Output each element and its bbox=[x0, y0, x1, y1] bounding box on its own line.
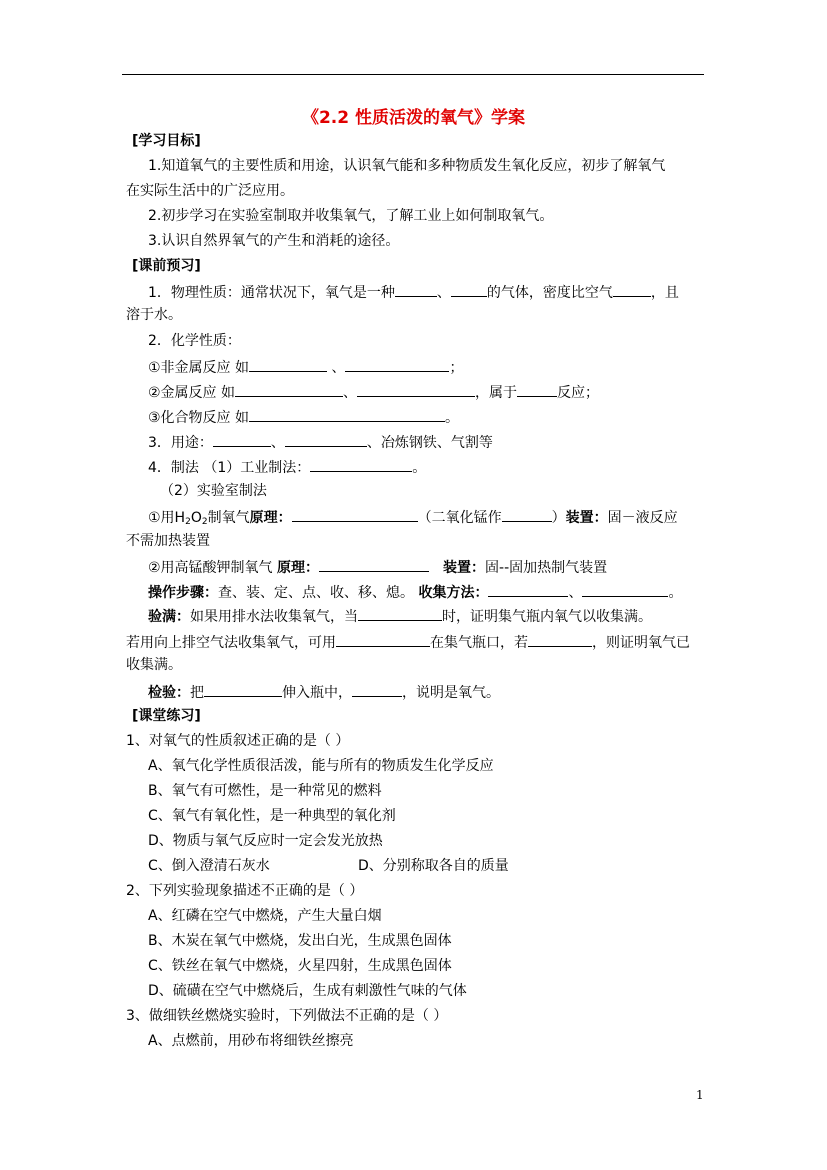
text: ，属于 bbox=[475, 385, 518, 401]
text: ） bbox=[551, 510, 566, 526]
practice-heading: [课堂练习] bbox=[132, 708, 201, 724]
goal-2: 2.初步学习在实验室制取并收集氧气，了解工业上如何制取氧气。 bbox=[148, 208, 554, 224]
q2-option-c[interactable]: C、铁丝在氧气中燃烧，火星四射，生成黑色固体 bbox=[148, 958, 452, 974]
blank[interactable] bbox=[488, 582, 568, 597]
blank[interactable] bbox=[249, 407, 445, 422]
text: 在集气瓶口，若 bbox=[430, 635, 528, 651]
blank[interactable] bbox=[613, 282, 651, 297]
text: 固--固加热制气装置 bbox=[485, 560, 608, 576]
text: 固－液反应 bbox=[607, 510, 678, 526]
q2-option-d[interactable]: D、硫磺在空气中燃烧后，生成有刺激性气味的气体 bbox=[148, 983, 467, 999]
label-test: 检验： bbox=[148, 685, 190, 701]
text: 制氧气 bbox=[207, 510, 250, 526]
text: 反应； bbox=[557, 385, 600, 401]
h2o2-method bbox=[148, 507, 678, 531]
text: 若用向上排空气法收集氧气，可用 bbox=[126, 635, 336, 651]
extra-option-c[interactable]: C、倒入澄清石灰水 bbox=[148, 858, 270, 874]
text: ①用H bbox=[148, 510, 186, 526]
question-3: 3、做细铁丝燃烧实验时，下列做法不正确的是（ ） bbox=[126, 1008, 448, 1024]
physical-properties-cont: 溶于水。 bbox=[126, 307, 182, 323]
label-apparatus: 装置： bbox=[565, 510, 608, 526]
blank[interactable] bbox=[235, 382, 343, 397]
text: 。 bbox=[445, 410, 460, 426]
operation-steps bbox=[148, 582, 682, 602]
header-rule bbox=[122, 74, 704, 75]
page-number: 1 bbox=[696, 1088, 704, 1102]
text: （二氧化锰作 bbox=[417, 510, 502, 526]
label-steps: 操作步骤： bbox=[148, 585, 218, 601]
preparation-industrial bbox=[148, 457, 426, 477]
uses bbox=[148, 432, 493, 452]
blank[interactable] bbox=[502, 507, 552, 522]
compound-reaction bbox=[148, 407, 459, 427]
text: 。 bbox=[668, 585, 683, 601]
text: ，说明是氧气。 bbox=[402, 685, 500, 701]
blank[interactable] bbox=[310, 457, 412, 472]
text: ，且 bbox=[650, 285, 679, 301]
label-check-full: 验满： bbox=[148, 609, 190, 625]
text: 、 bbox=[568, 585, 583, 601]
nonmetal-reaction bbox=[148, 357, 463, 377]
text: 、 bbox=[327, 360, 346, 376]
text: 的气体，密度比空气 bbox=[486, 285, 613, 301]
label-apparatus: 装置： bbox=[443, 560, 486, 576]
text: 4．制法 （1）工业制法： bbox=[148, 460, 311, 476]
subscript: 2 bbox=[185, 517, 191, 527]
blank[interactable] bbox=[352, 682, 402, 697]
blank[interactable] bbox=[395, 282, 437, 297]
blank[interactable] bbox=[319, 557, 429, 572]
text: ②金属反应 如 bbox=[148, 385, 236, 401]
q1-option-d[interactable]: D、物质与氧气反应时一定会发光放热 bbox=[148, 833, 383, 849]
q3-option-a[interactable]: A、点燃前，用砂布将细铁丝擦亮 bbox=[148, 1033, 354, 1049]
chemical-properties: 2．化学性质： bbox=[148, 333, 241, 349]
text: ③化合物反应 如 bbox=[148, 410, 250, 426]
text: 查、装、定、点、收、移、熄。 bbox=[218, 585, 419, 601]
text: 、冶炼钢铁、气割等 bbox=[366, 435, 493, 451]
blank[interactable] bbox=[336, 632, 430, 647]
blank[interactable] bbox=[358, 606, 442, 621]
text: 1．物理性质：通常状况下，氧气是一种 bbox=[148, 285, 395, 301]
metal-reaction bbox=[148, 382, 599, 402]
text: 、 bbox=[436, 285, 451, 301]
text: ，则证明氧气已 bbox=[592, 635, 690, 651]
preview-heading: [课前预习] bbox=[132, 258, 201, 274]
preparation-lab: （2）实验室制法 bbox=[160, 483, 267, 499]
text: 3．用途： bbox=[148, 435, 213, 451]
label-principle: 原理： bbox=[249, 510, 292, 526]
blank[interactable] bbox=[517, 382, 557, 397]
q2-option-b[interactable]: B、木炭在氧气中燃烧，发出白光，生成黑色固体 bbox=[148, 933, 452, 949]
blank[interactable] bbox=[285, 432, 367, 447]
label-collection: 收集方法： bbox=[418, 585, 489, 601]
text: ； bbox=[449, 360, 464, 376]
text: ①非金属反应 如 bbox=[148, 360, 250, 376]
blank[interactable] bbox=[528, 632, 592, 647]
test-method bbox=[148, 682, 500, 702]
blank[interactable] bbox=[213, 432, 271, 447]
question-2: 2、下列实验现象描述不正确的是（ ） bbox=[126, 883, 364, 899]
text: 、 bbox=[343, 385, 358, 401]
q1-option-b[interactable]: B、氧气有可燃性，是一种常见的燃料 bbox=[148, 783, 382, 799]
text: ②用高锰酸钾制氧气 bbox=[148, 560, 278, 576]
text: 时，证明集气瓶内氧气以收集满。 bbox=[442, 609, 652, 625]
goals-heading: [学习目标] bbox=[132, 133, 201, 149]
text: 伸入瓶中， bbox=[282, 685, 352, 701]
blank[interactable] bbox=[582, 582, 668, 597]
goal-3: 3.认识自然界氧气的产生和消耗的途径。 bbox=[148, 233, 400, 249]
blank[interactable] bbox=[345, 357, 449, 372]
goal-1: 1.知道氧气的主要性质和用途，认识氧气能和多种物质发生氧化反应，初步了解氧气 bbox=[148, 158, 666, 174]
text: O bbox=[190, 510, 202, 526]
extra-option-d[interactable]: D、分别称取各自的质量 bbox=[358, 858, 509, 874]
check-full bbox=[148, 606, 652, 626]
question-1: 1、对氧气的性质叙述正确的是（ ） bbox=[126, 733, 350, 749]
blank[interactable] bbox=[357, 382, 475, 397]
physical-properties bbox=[148, 282, 679, 302]
check-full-end: 收集满。 bbox=[126, 657, 182, 673]
text: 、 bbox=[270, 435, 285, 451]
text: 把 bbox=[190, 685, 204, 701]
blank[interactable] bbox=[451, 282, 487, 297]
q1-option-c[interactable]: C、氧气有氧化性，是一种典型的氧化剂 bbox=[148, 808, 396, 824]
blank[interactable] bbox=[292, 507, 418, 522]
subscript: 2 bbox=[201, 517, 208, 527]
label-principle: 原理： bbox=[277, 560, 320, 576]
q2-option-a[interactable]: A、红磷在空气中燃烧，产生大量白烟 bbox=[148, 908, 382, 924]
q1-option-a[interactable]: A、氧气化学性质很活泼，能与所有的物质发生化学反应 bbox=[148, 758, 494, 774]
blank[interactable] bbox=[249, 357, 327, 372]
blank[interactable] bbox=[204, 682, 282, 697]
check-full-cont bbox=[126, 632, 690, 652]
page-title: 《2.2 性质活泼的氧气》学案 bbox=[301, 108, 526, 128]
text: 。 bbox=[412, 460, 427, 476]
text: 如果用排水法收集氧气，当 bbox=[190, 609, 358, 625]
h2o2-method-cont: 不需加热装置 bbox=[126, 533, 210, 549]
kmno4-method bbox=[148, 557, 607, 577]
goal-1-cont: 在实际生活中的广泛应用。 bbox=[126, 183, 294, 199]
